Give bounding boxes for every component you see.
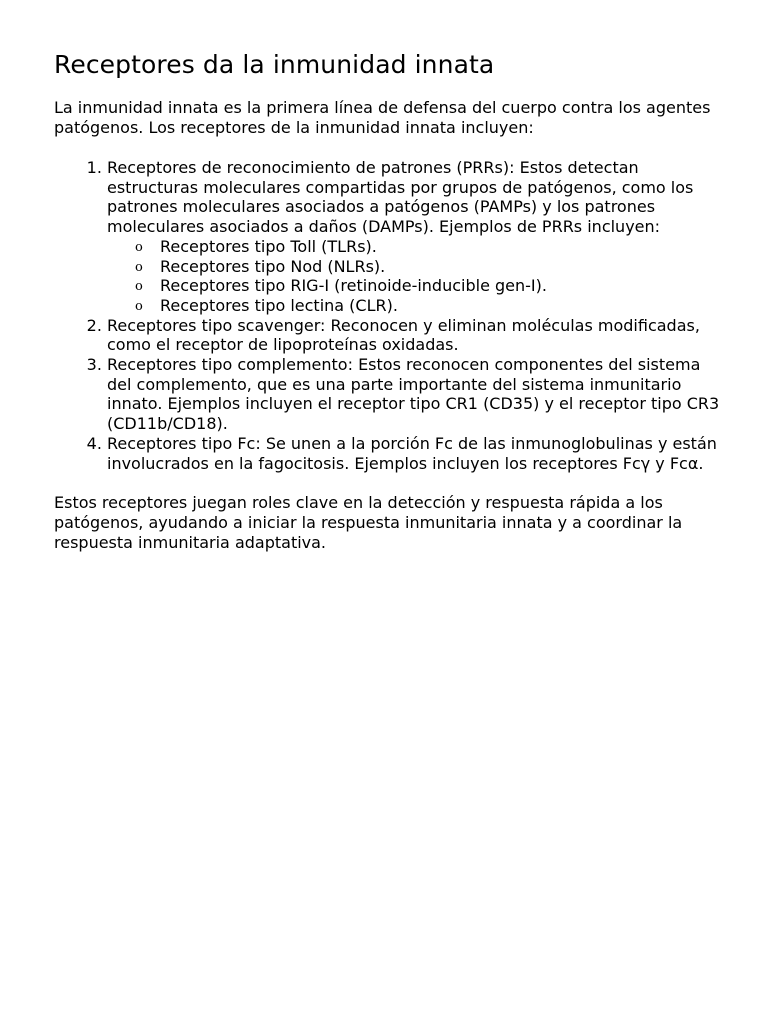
list-item-text: Receptores tipo complemento: Estos reconocen componentes del sistema del complemento, que es una parte importante del sistema inmunitario innato. Ejemplos incluyen el receptor tipo CR1 (CD35) y el receptor tipo CR3 (CD11b/CD18). [107, 355, 720, 434]
sub-list-item-text: Receptores tipo lectina (CLR). [160, 295, 398, 315]
sub-list-item [135, 257, 722, 277]
conclusion-paragraph: Estos receptores juegan roles clave en la detección y respuesta rápida a los patógenos, ayudando a iniciar la respuesta inmunitaria innata y a coordinar la respuesta inmunitaria adaptativa. [54, 493, 683, 553]
prr-sub-list [107, 237, 722, 316]
sub-list-item-text: Receptores tipo Toll (TLRs). [160, 236, 377, 256]
list-item [107, 355, 722, 434]
sub-list-item-text: Receptores tipo RIG-I (retinoide-inducible gen-I). [160, 276, 547, 296]
circle-bullet-icon: o [135, 239, 143, 255]
list-item [107, 158, 722, 316]
circle-bullet-icon: o [135, 259, 143, 275]
list-item [107, 434, 722, 473]
circle-bullet-icon: o [135, 279, 143, 295]
list-item-text: Receptores de reconocimiento de patrones (PRRs): Estos detectan estructuras moleculares compartidas por grupos de patógenos, como los patrones moleculares asociados a patógenos (PAMPs) y los patrones moleculares asociados a daños (DAMPs). Ejemplos de PRRs incluyen: [107, 158, 694, 237]
document-page [54, 48, 722, 553]
sub-list-item [135, 296, 722, 316]
sub-list-item [135, 276, 722, 296]
list-item-text: Receptores tipo scavenger: Reconocen y eliminan moléculas modificadas, como el receptor de lipoproteínas oxidadas. [107, 315, 700, 355]
document-title: Receptores da la inmunidad innata [54, 50, 495, 79]
sub-list-item [135, 237, 722, 257]
intro-paragraph: La inmunidad innata es la primera línea de defensa del cuerpo contra los agentes patógenos. Los receptores de la inmunidad innata incluyen: [54, 98, 711, 137]
list-item [107, 316, 722, 355]
circle-bullet-icon: o [135, 298, 143, 314]
receptor-list [54, 158, 722, 473]
list-item-text: Receptores tipo Fc: Se unen a la porción Fc de las inmunoglobulinas y están involucrados en la fagocitosis. Ejemplos incluyen los receptores Fcγ y Fcα. [107, 433, 717, 473]
sub-list-item-text: Receptores tipo Nod (NLRs). [160, 256, 386, 276]
